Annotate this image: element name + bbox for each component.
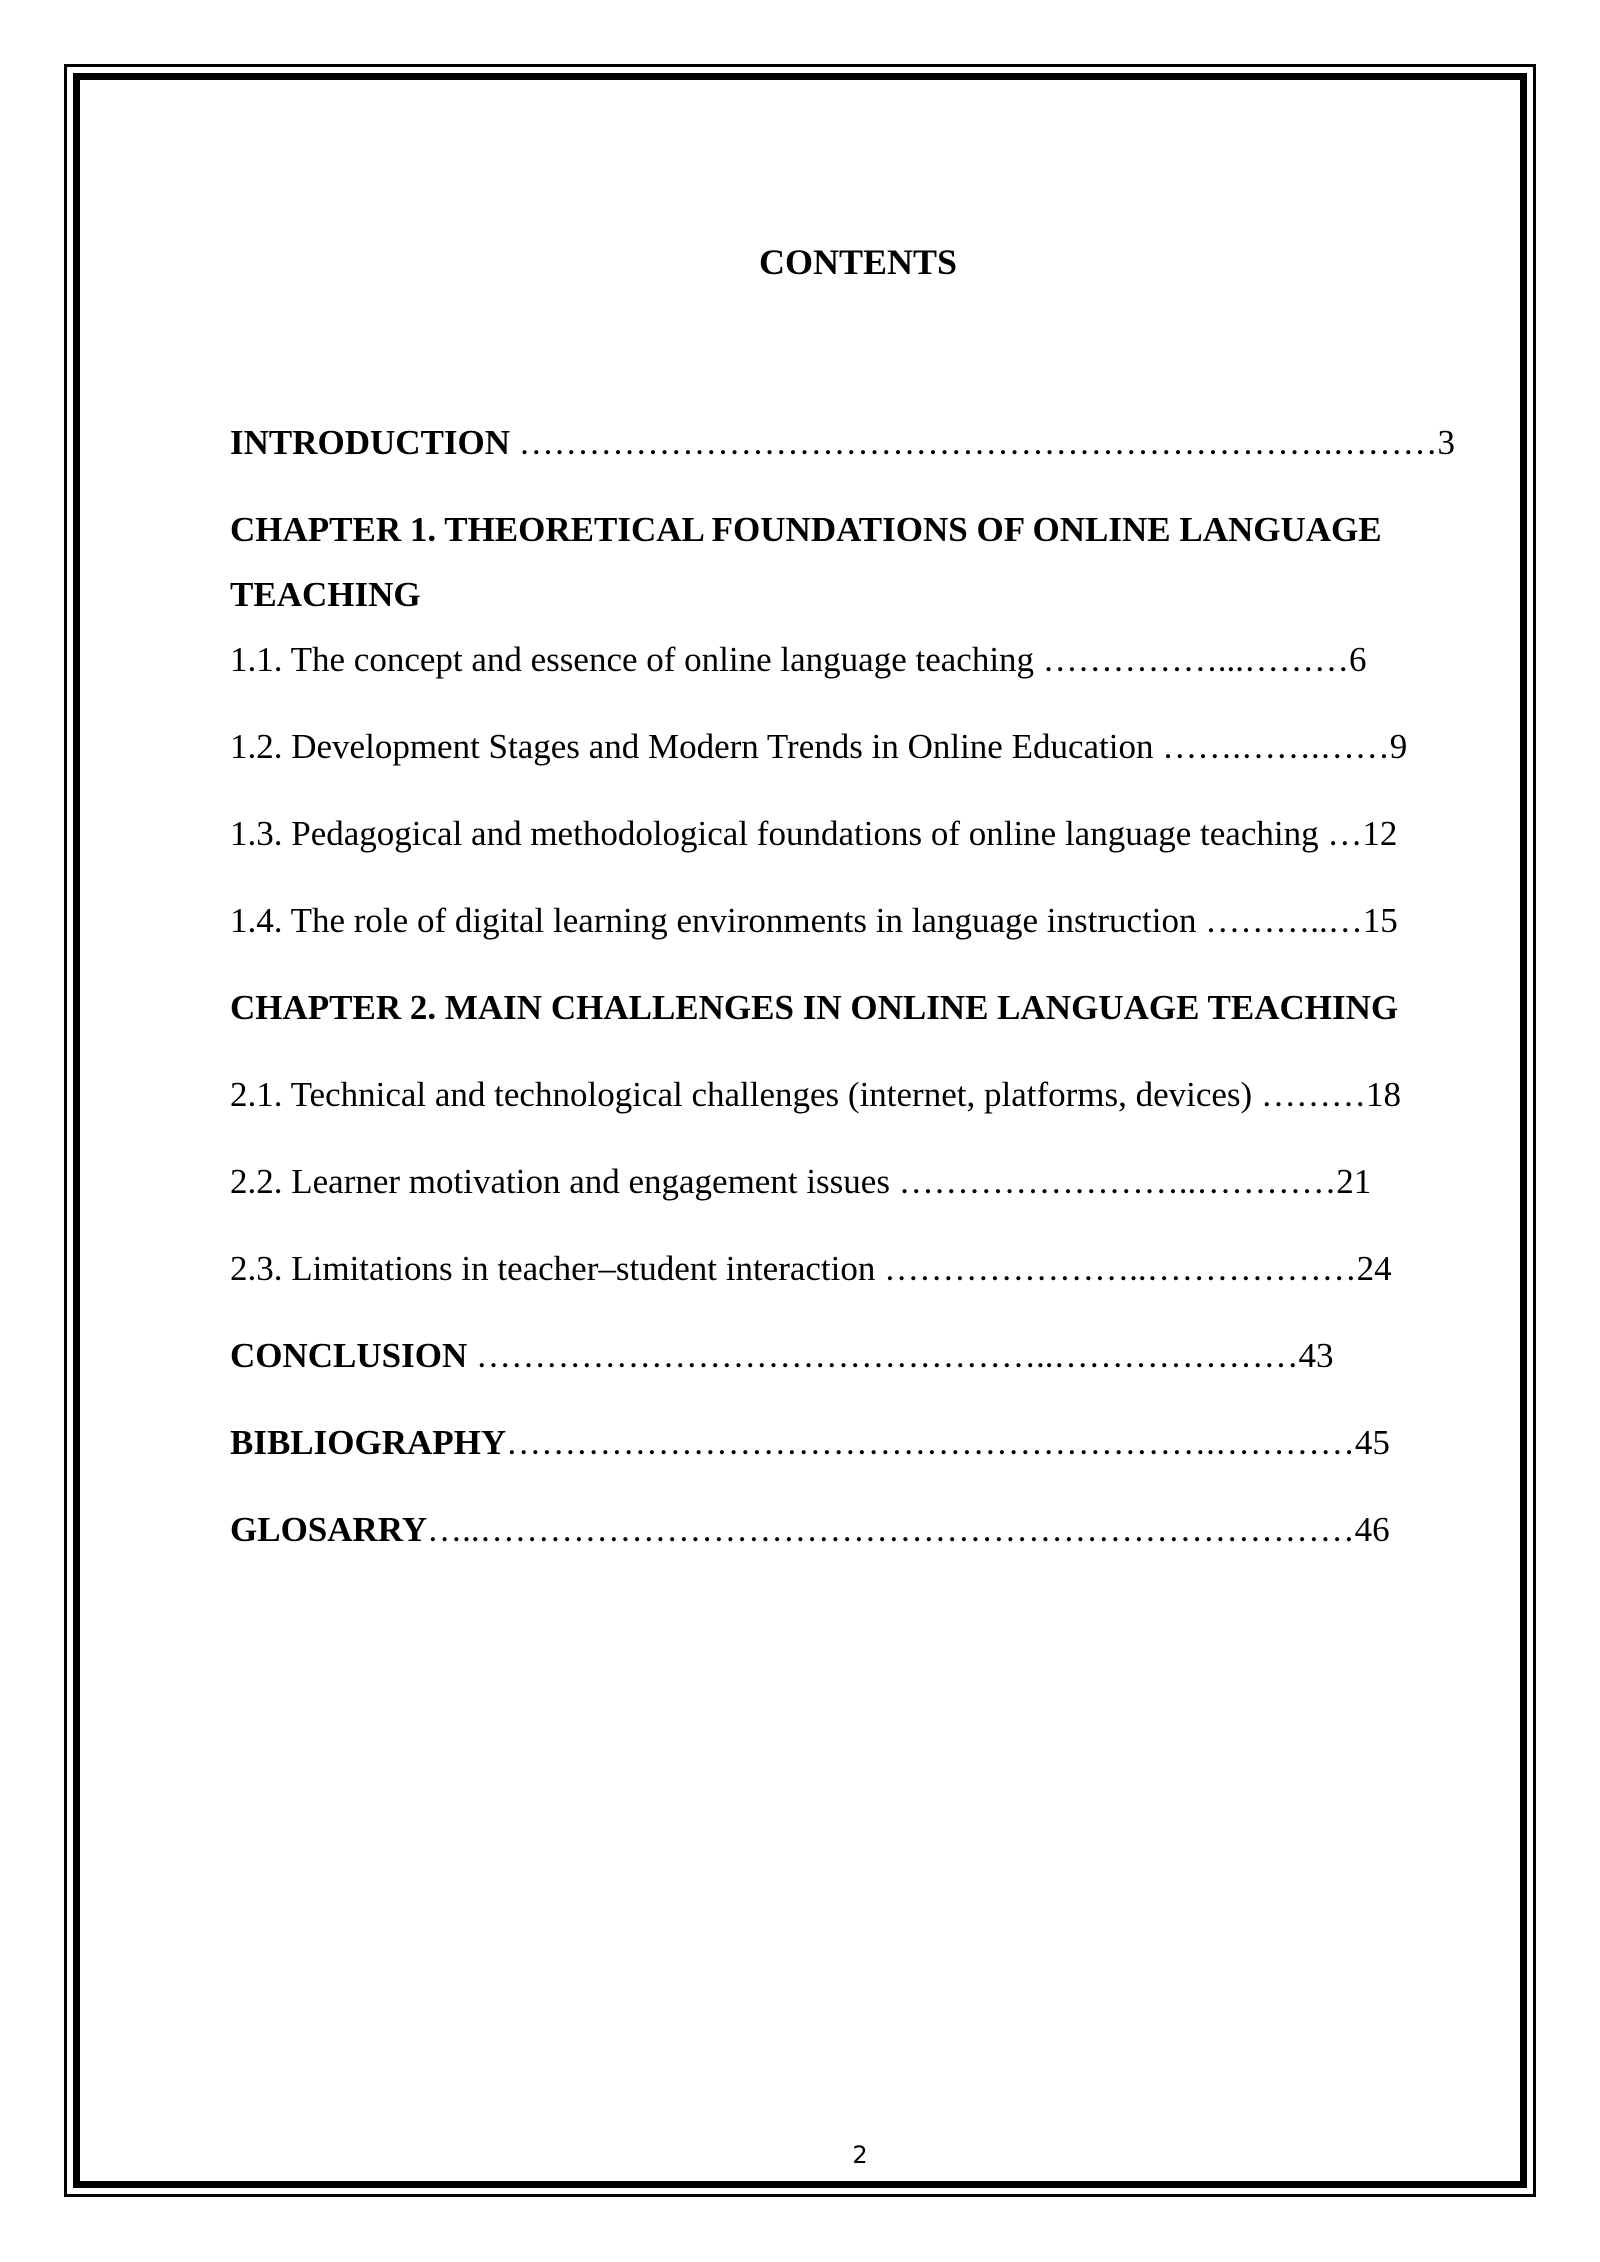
toc-entry-chapter-1[interactable] (230, 497, 1490, 627)
toc-entry-1-3[interactable] (230, 801, 1490, 866)
toc-entry-leader: ……… (1252, 1075, 1366, 1114)
table-of-contents (230, 410, 1490, 1562)
toc-entry-2-3[interactable] (230, 1236, 1490, 1301)
toc-entry-1-4[interactable] (230, 888, 1490, 953)
toc-entry-label: 1.1. The concept and essence of online language teaching (230, 640, 1035, 679)
toc-entry-label: INTRODUCTION (230, 423, 511, 462)
toc-entry-leader: …………………………………………..………………… (467, 1336, 1299, 1375)
toc-entry-leader: …………………………………………………….………… (506, 1423, 1355, 1462)
page-number: 2 (852, 2141, 868, 2169)
toc-entry-1-2[interactable] (230, 714, 1490, 779)
toc-entry-leader: ……………………..………… (889, 1162, 1337, 1201)
toc-entry-2-2[interactable] (230, 1149, 1490, 1214)
toc-entry-label: GLOSARRY (230, 1510, 428, 1549)
toc-entry-leader: …………………..……………… (875, 1249, 1357, 1288)
toc-entry-label: 1.3. Pedagogical and methodological foundations of online language teaching (230, 814, 1319, 853)
toc-entry-label: 2.1. Technical and technological challenges (internet, platforms, devices) (230, 1075, 1253, 1114)
toc-entry-label: 2.3. Limitations in teacher–student interaction (230, 1249, 876, 1288)
toc-entry-label: CONCLUSION (230, 1336, 468, 1375)
toc-entry-page: 46 (1354, 1510, 1390, 1549)
toc-entry-page: 24 (1356, 1249, 1392, 1288)
toc-entry-label: CHAPTER 2. MAIN CHALLENGES IN ONLINE LANGUAGE TEACHING (230, 988, 1399, 1027)
toc-entry-leader: ……………...……… (1034, 640, 1350, 679)
toc-entry-label: 1.2. Development Stages and Modern Trends in Online Education (230, 727, 1154, 766)
toc-entry-page: 6 (1349, 640, 1367, 679)
toc-entry-page: 9 (1389, 727, 1408, 766)
toc-entry-conclusion[interactable] (230, 1323, 1490, 1388)
toc-entry-glossary[interactable] (230, 1497, 1490, 1562)
toc-entry-leader: ………..… (1196, 901, 1363, 940)
toc-entry-page: 12 (1362, 814, 1398, 853)
toc-entry-page: 43 (1298, 1336, 1334, 1375)
toc-entry-bibliography[interactable] (230, 1410, 1490, 1475)
toc-entry-chapter-2[interactable] (230, 975, 1490, 1040)
toc-entry-introduction[interactable] (230, 410, 1490, 475)
toc-entry-label: 1.4. The role of digital learning environments in language instruction (230, 901, 1197, 940)
toc-entry-leader: …………………………………………………………….……… (510, 423, 1438, 462)
toc-entry-leader: …..………………………………………………………………… (427, 1510, 1355, 1549)
toc-entry-page: 18 (1365, 1075, 1401, 1114)
toc-entry-label: CHAPTER 1. THEORETICAL FOUNDATIONS OF ONLINE LANGUAGE TEACHING (230, 510, 1382, 614)
toc-entry-leader: …….…….…… (1153, 727, 1390, 766)
toc-entry-label: BIBLIOGRAPHY (230, 1423, 507, 1462)
toc-entry-page: 45 (1354, 1423, 1390, 1462)
toc-entry-1-1[interactable] (230, 627, 1490, 692)
page-title: CONTENTS (758, 242, 958, 282)
toc-entry-page: 15 (1362, 901, 1398, 940)
toc-entry-leader: … (1318, 814, 1363, 853)
toc-entry-2-1[interactable] (230, 1062, 1490, 1127)
toc-entry-page: 21 (1336, 1162, 1372, 1201)
toc-entry-page: 3 (1437, 423, 1456, 462)
toc-entry-label: 2.2. Learner motivation and engagement issues (230, 1162, 890, 1201)
